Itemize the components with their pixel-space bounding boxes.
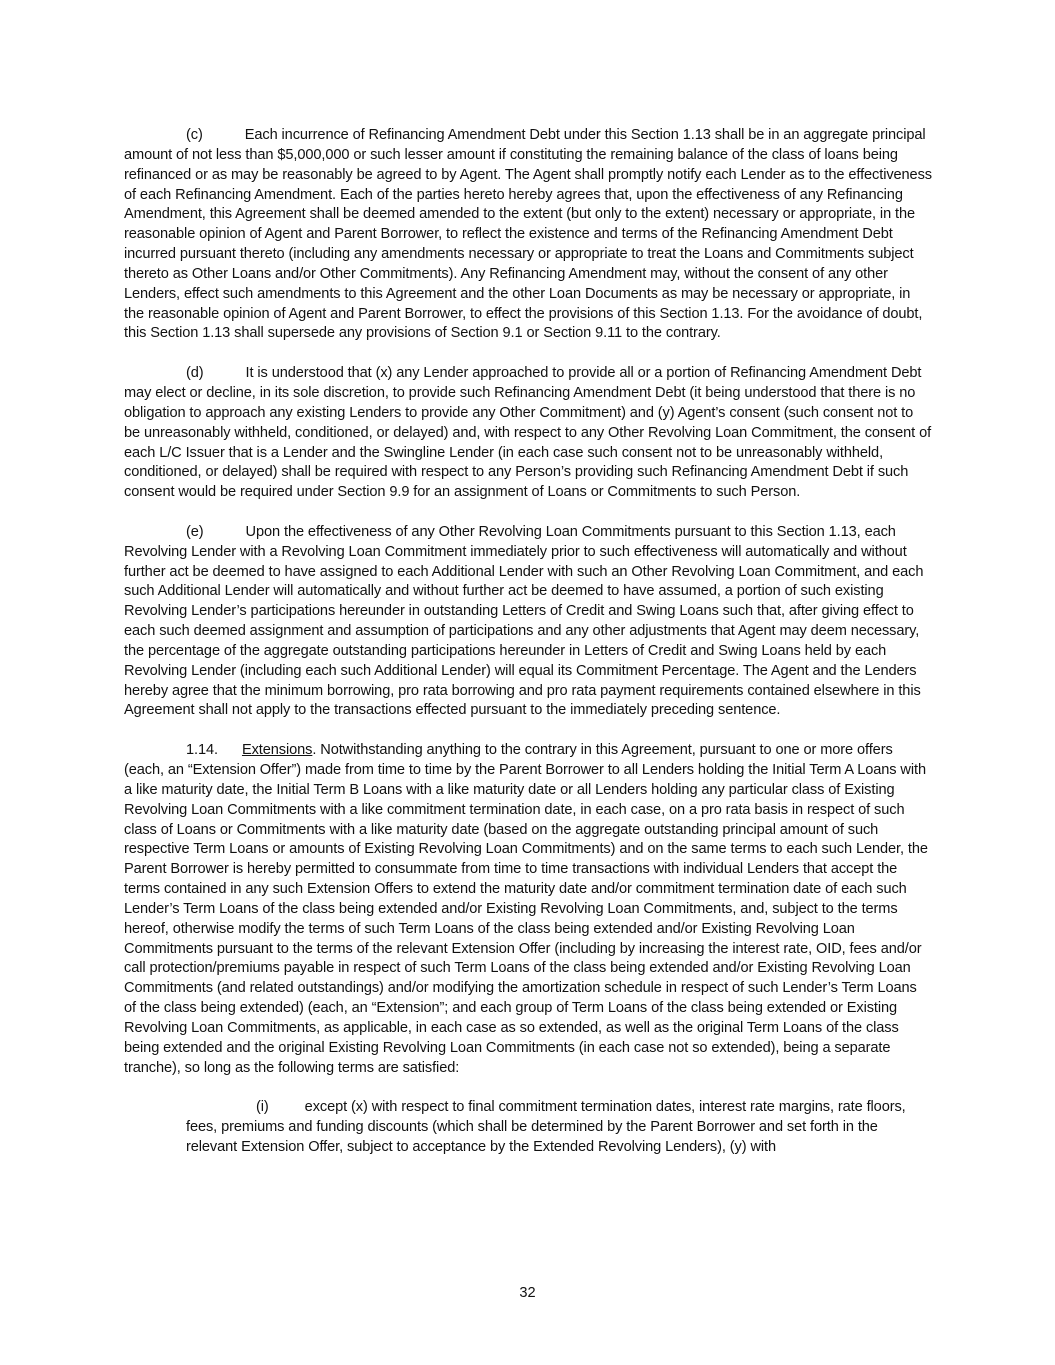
section-heading: Extensions — [241, 742, 313, 759]
paragraph-e-text: Upon the effectiveness of any Other Revolving Loan Commitments pursuant to this Section 1.13, each Revolving Lender with a Revolving Loan Commitment immediately prior to such effectiveness will automatically and without further act be deemed to have assigned to each Additional Lender with such an Other Revolving Loan Commitment, and each such Additional Lender will automatically and without further act be deemed to have assumed, a portion of such existing Revolving Lender’s participations hereunder in outstanding Letters of Credit and Swing Loans such that, after giving effect to each such deemed assignment and assumption of participations and any other adjustments that Agent may deem necessary, the percentage of the aggregate outstanding participations hereunder in Letters of Credit and Swing Loans held by each Revolving Lender (including each such Additional Lender) will equal its Commitment Percentage. The Agent and the Lenders hereby agree that the minimum borrowing, pro rata borrowing and pro rata payment requirements contained elsewhere in this Agreement shall not apply to the transactions effected pursuant to the immediately preceding sentence. — [124, 523, 924, 719]
sub-item-text: except (x) with respect to final commitment termination dates, interest rate margins, rate floors, fees, premiums and funding discounts (which shall be determined by the Parent Borrower and set forth in the relevant Extension Offer, subject to acceptance by the Extended Revolving Lenders), (y) with — [186, 1099, 906, 1156]
sub-item-i — [186, 1098, 932, 1158]
section-1-14 — [124, 741, 932, 1078]
sub-item-label: (i) — [256, 1099, 269, 1116]
document-body — [124, 126, 932, 1178]
paragraph-d-label: (d) — [186, 365, 204, 382]
paragraph-e-label: (e) — [186, 523, 204, 540]
paragraph-c — [124, 126, 932, 344]
paragraph-e — [124, 523, 932, 721]
section-text: . Notwithstanding anything to the contrary in this Agreement, pursuant to one or more offers (each, an “Extension Offer”) made from time to time by the Parent Borrower to all Lenders holding the Initial Term A Loans with a like maturity date, the Initial Term B Loans with a like maturity date or all Lenders holding any particular class of Existing Revolving Loan Commitments with a like commitment termination date, in each case, on a pro rata basis in respect of such class of Loans or Commitments with a like maturity date (based on the aggregate outstanding principal amount of such respective Term Loans or amounts of Existing Revolving Loan Commitments) and on the same terms to each such Lender, the Parent Borrower is hereby permitted to consummate from time to time transactions with individual Lenders that accept the terms contained in any such Extension Offers to extend the maturity date and/or commitment termination date of each such Lender’s Term Loans of the class being extended and/or Existing Revolving Loan Commitments, and, subject to the terms hereof, otherwise modify the terms of such Term Loans of the class being extended and/or Existing Revolving Loan Commitments pursuant to the terms of the relevant Extension Offer (including by increasing the interest rate, OID, fees and/or call protection/premiums payable in respect of such Term Loans of the class being extended and/or Existing Revolving Loan Commitments (and related outstandings) and/or modifying the amortization schedule in respect of such Lender’s Term Loans of the class being extended) (each, an “Extension”; and each group of Term Loans of the class being extended or Existing Revolving Loan Commitments, as applicable, in each case as so extended, as well as the original Term Loans of the class being extended and the original Existing Revolving Loan Commitments (in each case not so extended), being a separate tranche), so long as the following terms are satisfied: — [124, 742, 928, 1076]
paragraph-d-text: It is understood that (x) any Lender approached to provide all or a portion of Refinancing Amendment Debt may elect or decline, in its sole discretion, to provide such Refinancing Amendment Debt (it being understood that there is no obligation to approach any existing Lenders to provide any Other Commitment) and (y) Agent’s consent (such consent not to be unreasonably withheld, conditioned, or delayed) and, with respect to any Other Revolving Loan Commitment, the consent of each L/C Issuer that is a Lender and the Swingline Lender (in each case such consent not to be unreasonably withheld, conditioned, or delayed) shall be required with respect to any Person’s providing such Refinancing Amendment Debt if such consent would be required under Section 9.9 for an assignment of Loans or Commitments to such Person. — [124, 365, 932, 501]
paragraph-c-text: Each incurrence of Refinancing Amendment Debt under this Section 1.13 shall be in an aggregate principal amount of not less than $5,000,000 or such lesser amount if constituting the remaining balance of the class of loans being refinanced or as may be reasonably be agreed to by Agent. The Agent shall promptly notify each Lender as to the effectiveness of each Refinancing Amendment. Each of the parties hereto hereby agrees that, upon the effectiveness of any Refinancing Amendment, this Agreement shall be deemed amended to the extent (but only to the extent) necessary or appropriate, in the reasonable opinion of Agent and Parent Borrower, to reflect the existence and terms of the Refinancing Amendment Debt incurred pursuant thereto (including any amendments necessary or appropriate to treat the Loans and Commitments subject thereto as Other Loans and/or Other Commitments). Any Refinancing Amendment may, without the consent of any other Lenders, effect such amendments to this Agreement and the other Loan Documents as may be necessary or appropriate, in the reasonable opinion of Agent and Parent Borrower, to effect the provisions of this Section 1.13. For the avoidance of doubt, this Section 1.13 shall supersede any provisions of Section 9.1 or Section 9.11 to the contrary. — [124, 127, 932, 342]
paragraph-d — [124, 364, 932, 503]
section-number: 1.14. — [186, 742, 218, 759]
page-number: 32 — [519, 1285, 536, 1301]
paragraph-c-label: (c) — [186, 127, 203, 143]
